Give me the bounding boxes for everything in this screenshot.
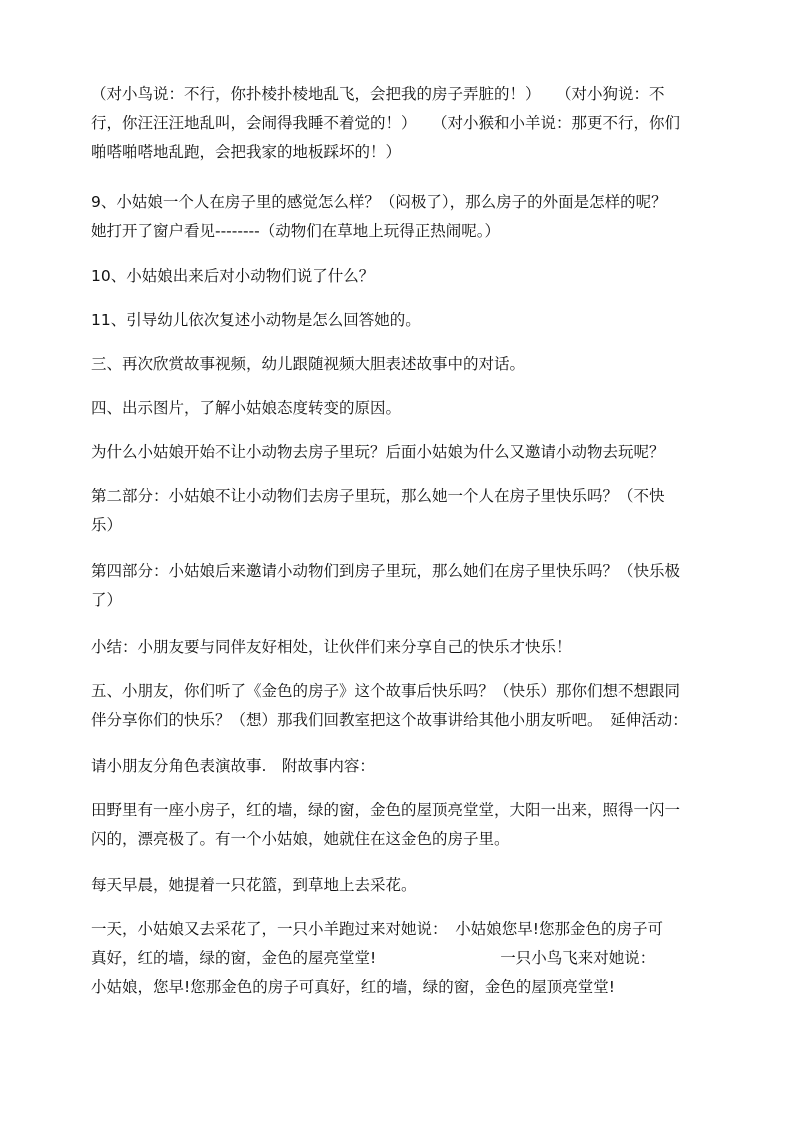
paragraph — [91, 394, 731, 423]
text-line: 了） — [91, 591, 123, 609]
text-line: 啪嗒啪嗒地乱跑，会把我家的地板踩坏的！） — [91, 143, 402, 161]
text-line: 第四部分：小姑娘后来邀请小动物们到房子里玩，那么她们在房子里快乐吗？（快乐极 — [91, 562, 681, 580]
text-line: 11、引导幼儿依次复述小动物是怎么回答她的。 — [91, 311, 421, 329]
text-line: 真好，红的墙，绿的窗，金色的屋亮堂堂! 一只小鸟飞来对她说： — [91, 949, 656, 967]
paragraph — [91, 188, 731, 246]
text-line: 五、小朋友，你们听了《金色的房子》这个故事后快乐吗？（快乐）那你们想不想跟同 — [91, 682, 681, 700]
paragraph — [91, 871, 731, 900]
paragraph — [91, 438, 731, 467]
paragraph — [91, 633, 731, 662]
text-line: 行，你汪汪汪地乱叫，会闹得我睡不着觉的！） （对小猴和小羊说：那更不行，你们 — [91, 114, 681, 132]
paragraph — [91, 350, 731, 379]
text-line: 9、小姑娘一个人在房子里的感觉怎么样？（闷极了），那么房子的外面是怎样的呢？ — [91, 193, 667, 211]
text-line: 她打开了窗户看见--------（动物们在草地上玩得正热闹呢。） — [91, 222, 500, 240]
paragraph — [91, 752, 731, 781]
paragraph — [91, 80, 731, 167]
paragraph — [91, 915, 731, 1002]
text-line: 田野里有一座小房子，红的墙，绿的窗，金色的屋顶亮堂堂，大阳一出来，照得一闪一 — [91, 801, 681, 819]
text-line: 闪的，漂亮极了。有一个小姑娘，她就住在这金色的房子里。 — [91, 830, 510, 848]
paragraph — [91, 677, 731, 735]
text-line: 第二部分：小姑娘不让小动物们去房子里玩，那么她一个人在房子里快乐吗？（不快 — [91, 487, 665, 505]
text-line: 一天，小姑娘又去采花了，一只小羊跑过来对她说： 小姑娘您早!您那金色的房子可 — [91, 920, 663, 938]
paragraph — [91, 306, 731, 335]
text-line: 为什么小姑娘开始不让小动物去房子里玩？后面小姑娘为什么又邀请小动物去玩呢？ — [91, 443, 665, 461]
text-line: 每天早晨，她提着一只花篮，到草地上去采花。 — [91, 876, 417, 894]
text-line: 小结：小朋友要与同伴友好相处，让伙伴们来分享自己的快乐才快乐！ — [91, 638, 572, 656]
text-line: 乐） — [91, 516, 123, 534]
text-line: 伴分享你们的快乐？（想）那我们回教室把这个故事讲给其他小朋友听吧。 延伸活动： — [91, 711, 688, 729]
paragraph — [91, 557, 731, 615]
text-line: 10、小姑娘出来后对小动物们说了什么？ — [91, 267, 375, 285]
text-line: 三、再次欣赏故事视频，幼儿跟随视频大胆表述故事中的对话。 — [91, 355, 526, 373]
paragraph — [91, 796, 731, 854]
text-line: （对小鸟说：不行，你扑棱扑棱地乱飞，会把我的房子弄脏的！） （对小狗说：不 — [91, 85, 665, 103]
text-line: 小姑娘，您早!您那金色的房子可真好，红的墙，绿的窗，金色的屋顶亮堂堂! — [91, 978, 615, 996]
paragraph — [91, 482, 731, 540]
text-line: 请小朋友分角色表演故事. 附故事内容： — [91, 757, 375, 775]
text-line: 四、出示图片，了解小姑娘态度转变的原因。 — [91, 399, 402, 417]
paragraph — [91, 262, 731, 291]
